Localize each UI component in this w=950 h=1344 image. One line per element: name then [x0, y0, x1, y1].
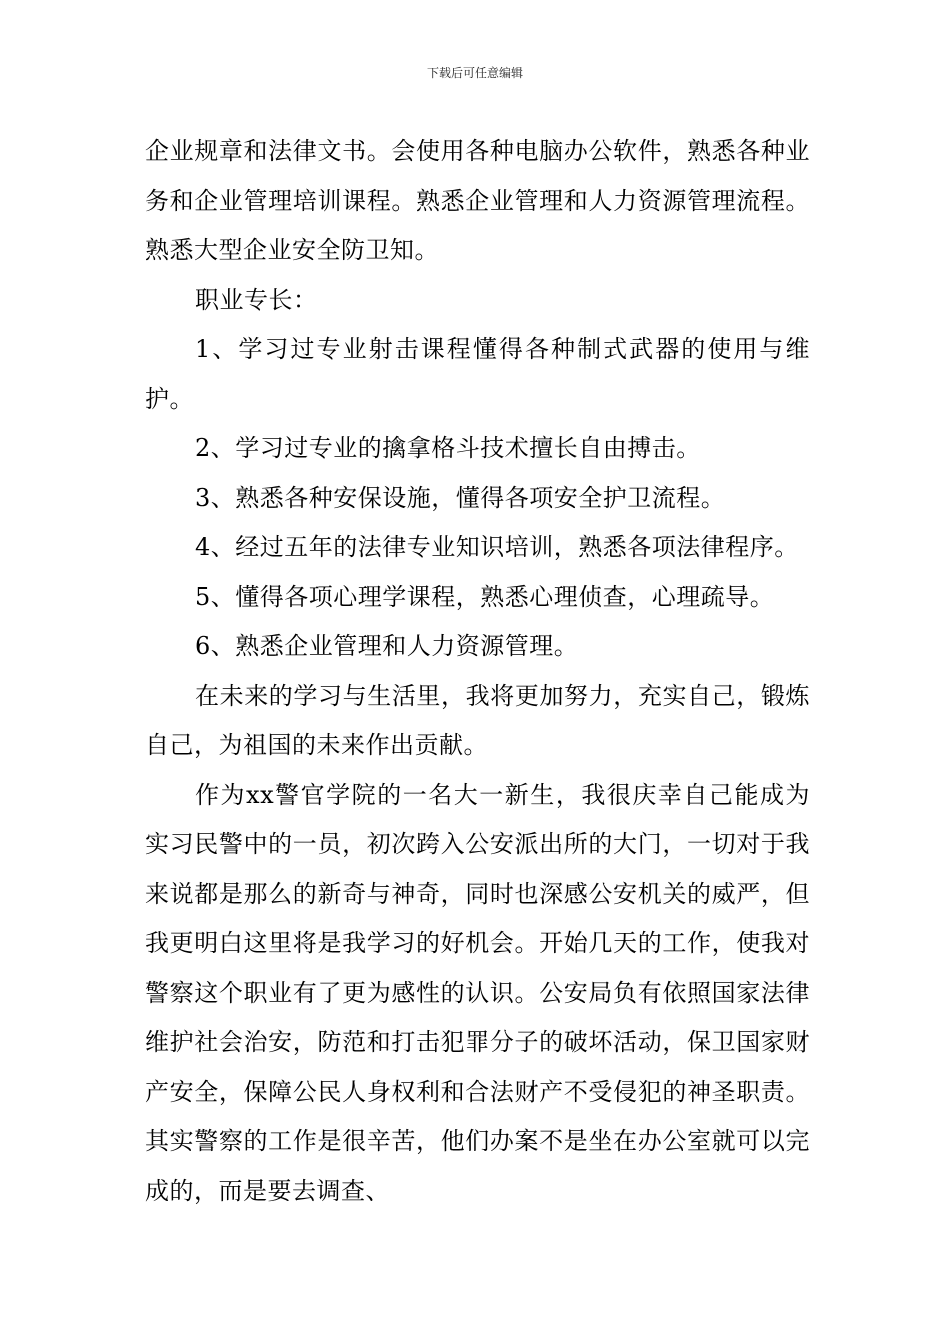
list-item-specialty-4: 4、经过五年的法律专业知识培训，熟悉各项法律程序。 [195, 533, 799, 561]
paragraph-future-goal: 在未来的学习与生活里，我将更加努力，充实自己，锻炼自己，为祖国的未来作出贡献。 [145, 681, 810, 759]
paragraph-continuation: 企业规章和法律文书。会使用各种电脑办公软件，熟悉各种业务和企业管理培训课程。熟悉企业管理和人力资源管理流程。熟悉大型企业安全防卫知。 [145, 137, 810, 264]
page-header-note: 下载后可任意编辑 [426, 66, 523, 80]
list-item-specialty-2: 2、学习过专业的擒拿格斗技术擅长自由搏击。 [195, 434, 701, 462]
list-item-specialty-6: 6、熟悉企业管理和人力资源管理。 [195, 632, 579, 660]
paragraph-specialty-heading: 职业专长： [195, 285, 318, 314]
document-body [145, 127, 810, 1216]
paragraph-internship: 作为xx警官学院的一名大一新生，我很庆幸自己能成为实习民警中的一员，初次跨入公安派出所的大门，一切对于我来说都是那么的新奇与神奇，同时也深感公安机关的威严，但我更明白这里将是我学习的好机会。开始几天的工作，使我对警察这个职业有了更为感性的认识。公安局负有依照国家法律维护社会治安，防范和打击犯罪分子的破坏活动，保卫国家财产安全，保障公民人身权利和合法财产不受侵犯的神圣职责。其实警察的工作是很辛苦，他们办案不是坐在办公室就可以完成的，而是要去调查、 [145, 780, 810, 1205]
list-item-specialty-1: 1、学习过专业射击课程懂得各种制式武器的使用与维护。 [145, 335, 810, 413]
list-item-specialty-3: 3、熟悉各种安保设施，懂得各项安全护卫流程。 [195, 483, 726, 512]
list-item-specialty-5: 5、懂得各项心理学课程，熟悉心理侦查，心理疏导。 [195, 582, 775, 611]
